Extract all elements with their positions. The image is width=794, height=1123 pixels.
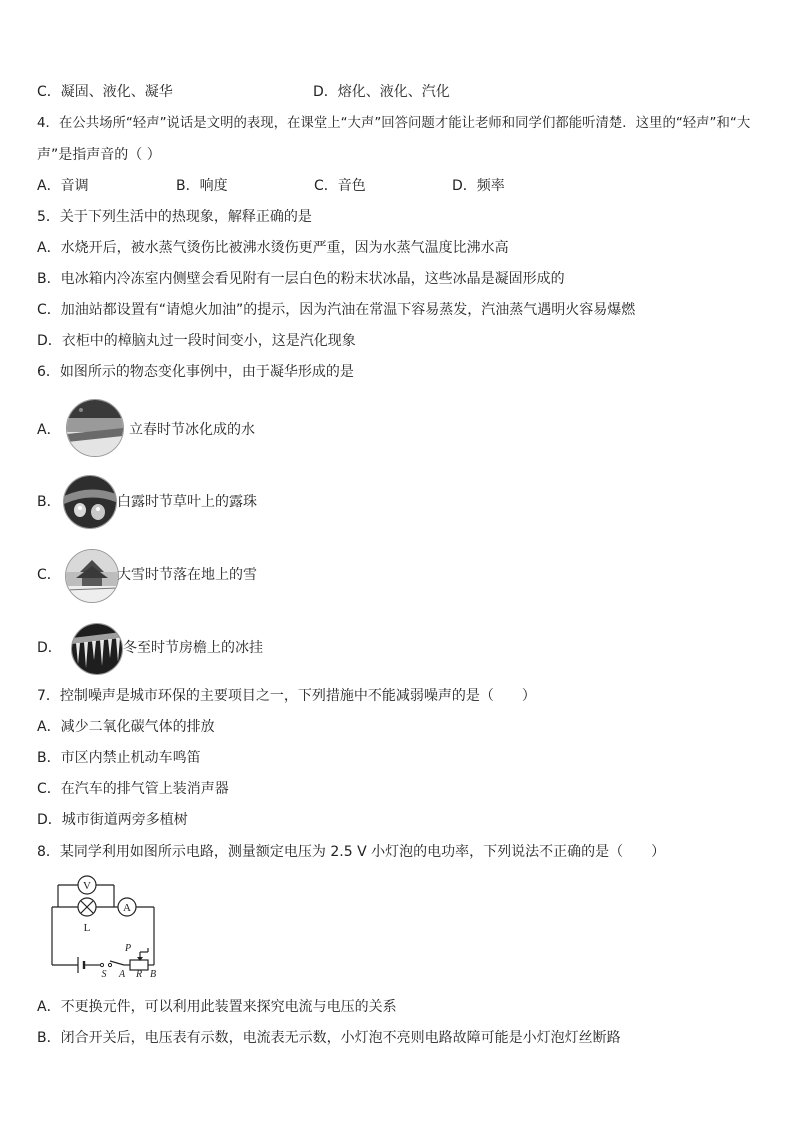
q6-option-a [37,398,337,458]
q5-option-a: A．水烧开后，被水蒸气烫伤比被沸水烫伤更严重，因为水蒸气温度比沸水高 [37,240,509,256]
q6-option-b [37,472,337,532]
q6-option-c-letter: C． [37,567,61,583]
q6-option-b-caption: 白露时节草叶上的露珠 [117,494,257,510]
q6-option-d [37,618,337,678]
q7-option-b: B．市区内禁止机动车鸣笛 [37,750,201,766]
q3-option-d: D．熔化、液化、汽化 [313,84,450,100]
q4-option-c: C．音色 [314,178,366,194]
q6-option-d-letter: D． [37,640,62,656]
switch-label: S [101,969,107,978]
q6-option-d-caption: 冬至时节房檐上的冰挂 [123,640,263,656]
rheostat-end-a-label: A [118,969,126,978]
switch-contact-left [100,963,103,966]
q6-option-a-caption: 立春时节冰化成的水 [129,422,255,438]
dew-on-grass-photo [63,475,117,529]
slider-label: P [124,943,132,954]
q4-option-a: A．音调 [37,178,89,194]
q6-option-a-letter: A． [37,422,61,438]
q6-option-c [37,546,337,606]
q5-option-b: B．电冰箱内冷冻室内侧壁会看见附有一层白色的粉末状冰晶，这些冰晶是凝固形成的 [37,271,565,287]
rheostat-end-b-label: B [149,969,157,978]
rheostat-label: R [135,969,143,978]
q8-option-a: A．不更换元件，可以利用此装置来探究电流与电压的关系 [37,999,397,1015]
q7-option-c: C．在汽车的排气管上装消声器 [37,781,229,797]
q8-stem: 8．某同学利用如图所示电路，测量额定电压为 2.5 V 小灯泡的电功率，下列说法不正确的是（ ） [37,844,666,860]
q6-stem: 6．如图所示的物态变化事例中，由于凝华形成的是 [37,364,354,380]
icicles-on-eaves-photo [71,623,123,675]
q4-stem-line2: 声”是指声音的（ ） [37,147,161,163]
q6-option-c-caption: 大雪时节落在地上的雪 [117,567,257,583]
q3-option-c: C．凝固、液化、凝华 [37,84,173,100]
lamp-label: L [83,922,91,934]
thawing-ice-photo [66,399,124,457]
q7-option-d: D．城市街道两旁多植树 [37,812,188,828]
q5-option-c: C．加油站都设置有“请熄火加油”的提示，因为汽油在常温下容易蒸发，汽油蒸气遇明火容易爆燃 [37,302,636,318]
q7-stem: 7．控制噪声是城市环保的主要项目之一，下列措施中不能减弱噪声的是（ ） [37,688,536,704]
q5-stem: 5．关于下列生活中的热现象，解释正确的是 [37,209,312,225]
voltmeter-label: V [83,880,91,892]
q8-option-b: B．闭合开关后，电压表有示数，电流表无示数，小灯泡不亮则电路故障可能是小灯泡灯丝断路 [37,1030,621,1046]
switch-contact-right [108,963,111,966]
q5-option-d: D．衣柜中的樟脑丸过一段时间变小，这是汽化现象 [37,333,356,349]
q4-option-b: B．响度 [176,178,228,194]
ammeter-label: A [123,902,131,914]
q7-option-a: A．减少二氧化碳气体的排放 [37,719,215,735]
q4-stem-line1: 4．在公共场所“轻声”说话是文明的表现，在课堂上“大声”回答问题才能让老师和同学们都能听清楚．这里的“轻声”和“大 [37,116,751,131]
q4-option-d: D．频率 [452,178,505,194]
snow-temple-photo [65,549,119,603]
q6-option-b-letter: B． [37,494,61,510]
circuit-diagram [40,873,170,978]
